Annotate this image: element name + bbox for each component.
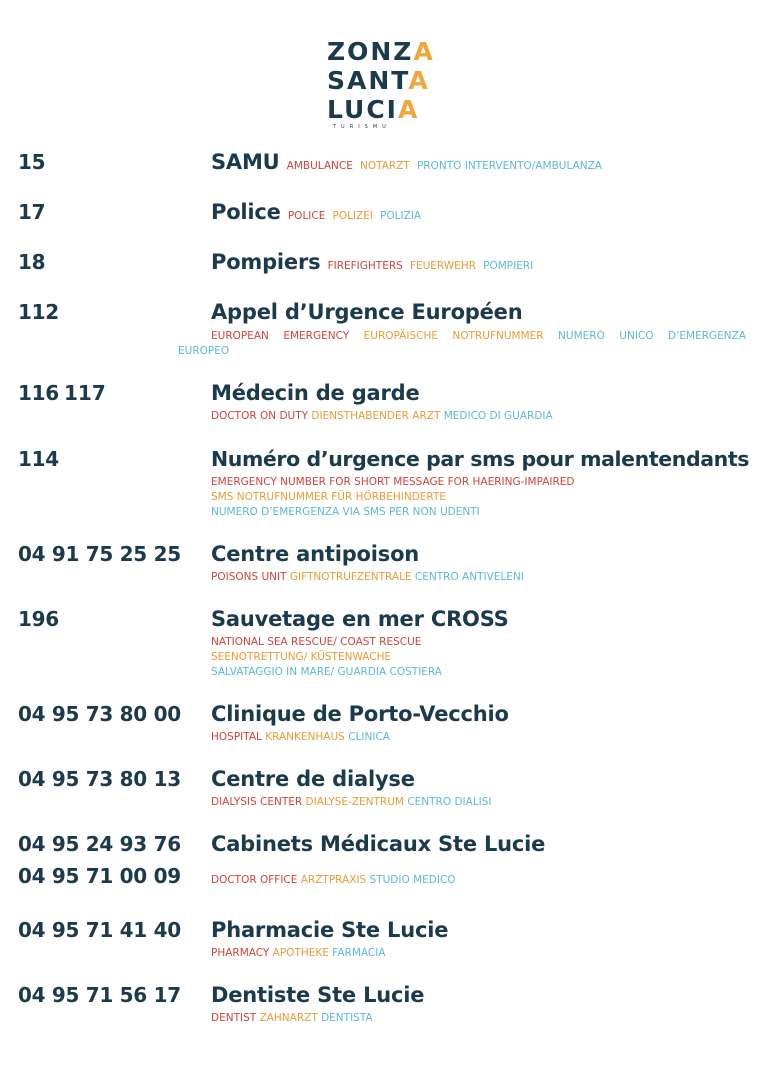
phone-number-2[interactable]: 117	[64, 381, 106, 405]
translation-it: SALVATAGGIO IN MARE/ GUARDIA COSTIERA	[211, 666, 442, 678]
service-title: Pharmacie Ste Lucie	[211, 918, 449, 942]
service-title: Médecin de garde	[211, 381, 420, 405]
service-title: Dentiste Ste Lucie	[211, 983, 425, 1007]
phone-number[interactable]: 04 95 73 80 13	[18, 767, 181, 791]
service-title: Police POLICE POLIZEI POLIZIA	[211, 200, 422, 224]
translations: POISONS UNIT GIFTNOTRUFZENTRALE CENTRO ANTIVELENI	[211, 571, 524, 583]
phone-number[interactable]: 18	[18, 250, 46, 274]
service-title: Centre antipoison	[211, 542, 420, 566]
logo-line-3: LUCIA	[327, 95, 420, 124]
translation-it: NUMERO D’EMERGENZA VIA SMS PER NON UDENTI	[211, 506, 480, 518]
translation-continued: EUROPEO	[178, 345, 230, 357]
phone-number[interactable]: 17	[18, 200, 46, 224]
service-title: Sauvetage en mer CROSS	[211, 607, 509, 631]
translation-en: EMERGENCY NUMBER FOR SHORT MESSAGE FOR HAERING-IMPAIRED	[211, 476, 575, 488]
brand-logo	[327, 37, 439, 130]
translation-de: SEENOTRETTUNG/ KÜSTENWACHE	[211, 651, 392, 663]
phone-number[interactable]: 114	[18, 447, 59, 471]
service-title: Centre de dialyse	[211, 767, 415, 791]
translation-en: NATIONAL SEA RESCUE/ COAST RESCUE	[211, 636, 422, 648]
translations: DIALYSIS CENTER DIALYSE-ZENTRUM CENTRO DIALISI	[211, 796, 492, 808]
service-title: Numéro d’urgence par sms pour malentendants	[211, 447, 750, 471]
phone-number[interactable]: 04 95 73 80 00	[18, 702, 181, 726]
translations: DENTIST ZAHNARZT DENTISTA	[211, 1012, 373, 1024]
translations: DOCTOR ON DUTY DIENSTHABENDER ARZT MEDICO DI GUARDIA	[211, 410, 553, 422]
logo-line-2: SANTA	[327, 66, 430, 95]
phone-number[interactable]: 112	[18, 300, 59, 324]
translations: DOCTOR OFFICE ARZTPRAXIS STUDIO MEDICO	[211, 874, 456, 886]
phone-number[interactable]: 04 91 75 25 25	[18, 542, 181, 566]
phone-number[interactable]: 04 95 24 93 76	[18, 832, 181, 856]
translations: PHARMACY APOTHEKE FARMACIA	[211, 947, 386, 959]
phone-number[interactable]: 04 95 71 56 17	[18, 983, 181, 1007]
phone-number[interactable]: 15	[18, 150, 46, 174]
phone-number-2[interactable]: 04 95 71 00 09	[18, 864, 181, 888]
phone-number[interactable]: 04 95 71 41 40	[18, 918, 181, 942]
service-title: Clinique de Porto-Vecchio	[211, 702, 509, 726]
phone-number[interactable]: 196	[18, 607, 59, 631]
service-title: Appel d’Urgence Européen	[211, 300, 523, 324]
phone-number[interactable]: 116	[18, 381, 59, 405]
translation-de: SMS NOTRUFNUMMER FÜR HÖRBEHINDERTE	[211, 491, 447, 503]
translations: EUROPEAN EMERGENCY EUROPÄISCHE NOTRUFNUMMER NUMERO UNICO D’EMERGENZA	[211, 330, 747, 342]
logo-subtitle: TURISMU	[333, 124, 391, 130]
service-title: Cabinets Médicaux Ste Lucie	[211, 832, 546, 856]
logo-line-1: ZONZA	[327, 37, 435, 66]
translations: HOSPITAL KRANKENHAUS CLINICA	[211, 731, 390, 743]
service-title: Pompiers FIREFIGHTERS FEUERWEHR POMPIERI	[211, 250, 534, 274]
service-title: SAMU AMBULANCE NOTARZT PRONTO INTERVENTO/AMBULANZA	[211, 150, 602, 174]
